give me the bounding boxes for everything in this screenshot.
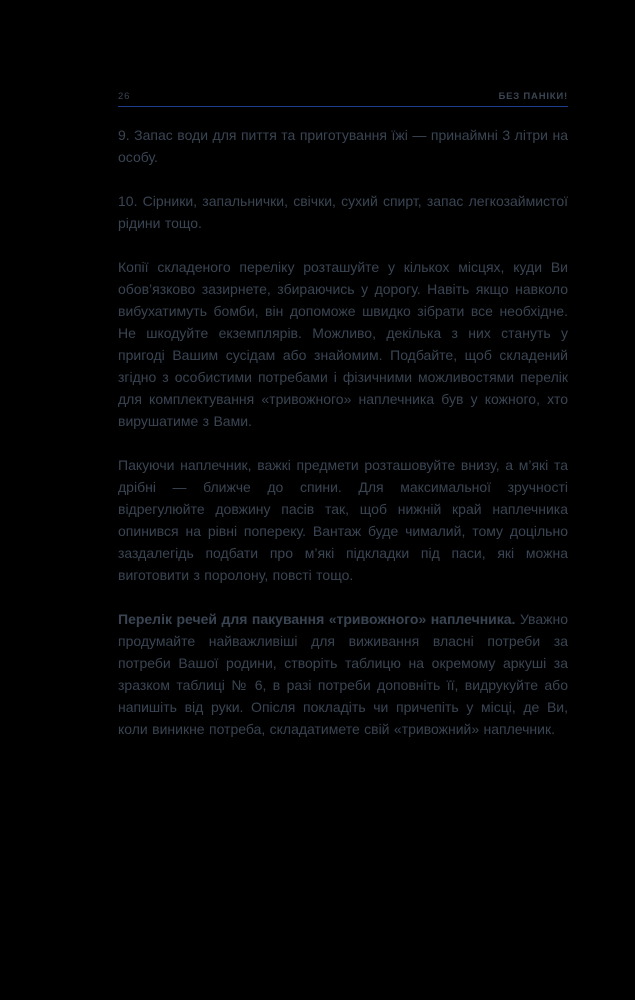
page-header — [118, 90, 568, 104]
paragraph-checklist — [118, 608, 568, 740]
paragraph-checklist-text: Уважно продумайте найважливіші для виживання власні потреби за потреби Вашої родини, створіть таблицю на окремому аркуші за зразком таблиці № 6, в разі потреби доповніть її, видрукуйте або напишіть від руки. Опісля покладіть чи причепіть у місці, де Ви, коли виникне потреба, складатимете свій «тривожний» наплечник. — [118, 611, 569, 737]
running-title: БЕЗ ПАНІКИ! — [498, 91, 568, 102]
paragraph-checklist-lead: Перелік речей для пакування «тривожного» наплечника. — [118, 611, 516, 627]
body-text — [118, 124, 568, 762]
paragraph-copies: Копії складеного переліку розташуйте у кількох місцях, куди Ви обов’язково зазирнете, збираючись у дорогу. Навіть якщо навколо вибухатимуть бомби, він допоможе швидко зібрати все необхідне. Не шкодуйте екземплярів. Можливо, декілька з них стануть у пригоді Вашим сусідам або знайомим. Подбайте, щоб складений згідно з особистими потребами і фізичними можливостями перелік для комплектування «тривожного» наплечника був у кожного, хто вирушатиме з Вами. — [118, 259, 568, 429]
header-rule — [118, 106, 568, 107]
paragraph-packing: Пакуючи наплечник, важкі предмети розташовуйте внизу, а м’які та дрібні — ближче до спини. Для максимальної зручності відрегулюйте довжину пасів так, щоб нижній край наплечника опинився на рівні попереку. Вантаж буде чималий, тому доцільно заздалегідь подбати про м’які підкладки під паси, які можна виготовити з поролону, повсті тощо. — [118, 457, 568, 583]
page-number: 26 — [118, 91, 131, 102]
list-item-matches: 10. Сірники, запальнички, свічки, сухий спирт, запас легкозаймистої рідини тощо. — [118, 193, 568, 231]
list-item-water: 9. Запас води для пиття та приготування їжі — принаймні 3 літри на особу. — [118, 127, 568, 165]
